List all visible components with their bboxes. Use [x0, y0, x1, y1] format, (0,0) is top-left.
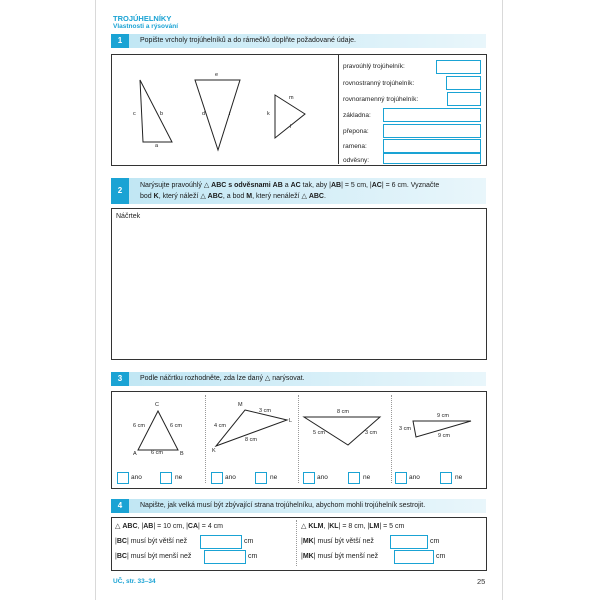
- tri3-yes-checkbox[interactable]: [303, 472, 315, 484]
- field-label-legs-iso: ramena:: [343, 143, 367, 150]
- label-c: c: [133, 111, 136, 117]
- tri2-vertex-m: M: [238, 402, 243, 408]
- label-l: l: [290, 124, 292, 130]
- tri2-no-checkbox[interactable]: [255, 472, 267, 484]
- tri1-vertex-a: A: [133, 451, 137, 457]
- tri3-no-checkbox[interactable]: [348, 472, 360, 484]
- label-m: m: [289, 95, 294, 101]
- tri1-vertex-b: B: [180, 451, 184, 457]
- tri1-yes-checkbox[interactable]: [117, 472, 129, 484]
- field-label-base: základna:: [343, 112, 371, 119]
- bc-max-input[interactable]: [204, 550, 246, 564]
- field-label-right: pravoúhlý trojúhelník:: [343, 63, 405, 70]
- label-d: d: [202, 111, 206, 117]
- task2-line2: bod K, který náleží △ ABC, a bod M, který nenáleží △ ABC.: [140, 192, 326, 200]
- tri3-right: 3 cm: [365, 430, 377, 436]
- tri2-vertex-k: K: [212, 448, 216, 454]
- tri1-right: 6 cm: [170, 423, 182, 429]
- label-b: b: [160, 111, 164, 117]
- sketch-label: Náčrtek: [116, 213, 141, 220]
- tri2-vertex-l: L: [289, 418, 293, 424]
- tri4-left: 3 cm: [399, 426, 411, 432]
- task2-number: 2: [111, 178, 129, 204]
- field-label-equilateral: rovnostranný trojúhelník:: [343, 80, 415, 87]
- label-a: a: [155, 143, 159, 149]
- tri1-no-checkbox[interactable]: [160, 472, 172, 484]
- task3-instruction: Podle náčrtku rozhodněte, zda lze daný △ narýsovat.: [140, 375, 305, 382]
- field-label-isosceles: rovnoramenný trojúhelník:: [343, 96, 419, 103]
- tri2-top: 3 cm: [259, 408, 271, 414]
- tri4-yes-checkbox[interactable]: [395, 472, 407, 484]
- label-f: f: [229, 111, 231, 117]
- tri3-left: 5 cm: [313, 430, 325, 436]
- bc-min-input[interactable]: [200, 535, 242, 549]
- textbook-reference: UČ, str. 33–34: [113, 578, 156, 585]
- chapter-subtitle: Vlastnosti a rýsování: [113, 23, 179, 30]
- tri4-top: 9 cm: [437, 413, 449, 419]
- label-e: e: [215, 72, 219, 78]
- tri1-base: 6 cm: [151, 450, 163, 456]
- field-label-catheti: odvěsny:: [343, 157, 370, 164]
- task3-number: 3: [111, 372, 129, 386]
- chapter-title: TROJÚHELNÍKY: [113, 14, 172, 23]
- tri2-left: 4 cm: [214, 423, 226, 429]
- task4-instruction: Napište, jak velká musí být zbývající strana trojúhelníku, abychom mohli trojúhelník sestrojit.: [140, 502, 426, 509]
- tri1-left: 6 cm: [133, 423, 145, 429]
- task4-number: 4: [111, 499, 129, 513]
- tri4-bottom: 9 cm: [438, 433, 450, 439]
- task4-left-given: △ ABC, |AB| = 10 cm, |CA| = 4 cm: [115, 523, 224, 530]
- tri2-yes-checkbox[interactable]: [211, 472, 223, 484]
- label-k: k: [267, 111, 270, 117]
- page-number: 25: [477, 577, 486, 586]
- tri3-top: 8 cm: [337, 409, 349, 415]
- mk-min-input[interactable]: [390, 535, 428, 549]
- task4-right-given: △ KLM, |KL| = 8 cm, |LM| = 5 cm: [301, 523, 405, 530]
- task2-line1: Narýsujte pravoúhlý △ ABC s odvěsnami AB a AC tak, aby |AB| = 5 cm, |AC| = 6 cm. Vyznačte: [140, 182, 440, 189]
- mk-max-input[interactable]: [394, 550, 434, 564]
- task1-instruction: Popište vrcholy trojúhelníků a do rámečků doplňte požadované údaje.: [140, 37, 356, 44]
- field-label-hypotenuse: přepona:: [343, 128, 369, 135]
- tri4-no-checkbox[interactable]: [440, 472, 452, 484]
- tri1-vertex-c: C: [155, 402, 159, 408]
- task1-number: 1: [111, 34, 129, 48]
- tri2-bottom: 8 cm: [245, 437, 257, 443]
